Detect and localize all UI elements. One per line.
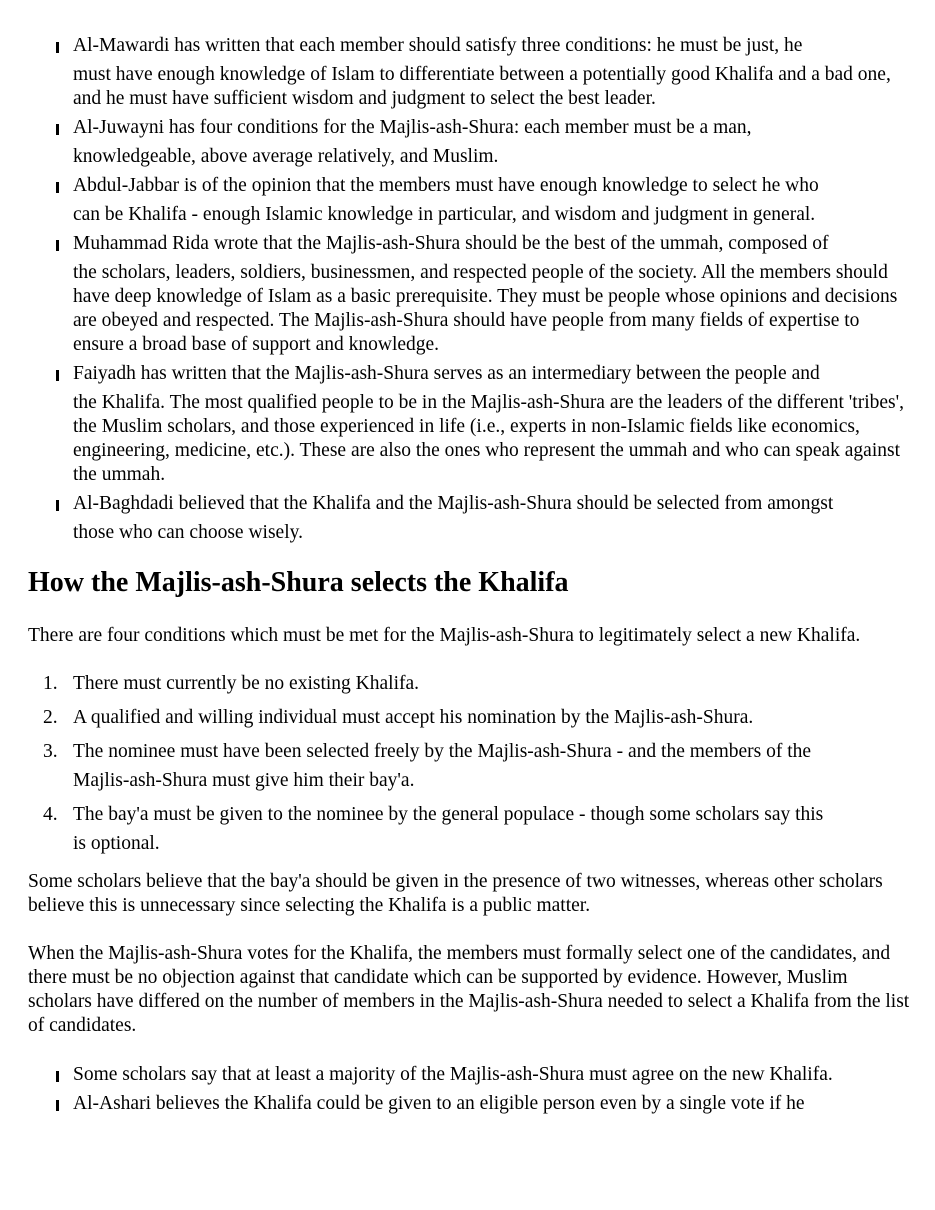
numbered-item-text: There must currently be no existing Khalifa. — [73, 673, 420, 694]
list-item-text: the Khalifa. The most qualified people to be in the Majlis-ash-Shura are the leaders of the different 'tribes', the Muslim scholars, and those experienced in life (i.e., experts in non-Islamic fields like economics, engineering, medicine, etc.). These are also the ones who represent the ummah and who can speak against the ummah. — [73, 392, 904, 485]
numbered-item-continuation: is optional. — [73, 833, 160, 854]
bullet-icon — [56, 42, 59, 53]
list-item — [73, 174, 915, 227]
list-item-first-line: Al-Baghdadi believed that the Khalifa and the Majlis-ash-Shura should be selected from amongst — [73, 493, 834, 514]
list-item-first-line: Some scholars say that at least a majority of the Majlis-ash-Shura must agree on the new Khalifa. — [73, 1064, 833, 1085]
voting-paragraph: When the Majlis-ash-Shura votes for the Khalifa, the members must formally select one of the candidates, and there must be no objection against that candidate which can be supported by evidence. However, Muslim scholars have differed on the number of members in the Majlis-ash-Shura needed to select a Khalifa from the list of candidates. — [28, 943, 910, 1036]
list-item — [73, 116, 915, 169]
numbered-item-continuation: Majlis-ash-Shura must give him their bay'a. — [73, 770, 415, 791]
list-item-first-line: Al-Ashari believes the Khalifa could be given to an eligible person even by a single vote if he — [73, 1093, 805, 1114]
bullet-icon — [56, 240, 59, 251]
selection-conditions-list — [0, 672, 935, 856]
list-item-first-line: Abdul-Jabbar is of the opinion that the members must have enough knowledge to select he who — [73, 175, 819, 196]
list-item — [73, 362, 915, 487]
list-item-text: must have enough knowledge of Islam to differentiate between a potentially good Khalifa and a bad one, and he must have sufficient wisdom and judgment to select the best leader. — [73, 64, 891, 109]
list-item-first-line: Al-Juwayni has four conditions for the Majlis-ash-Shura: each member must be a man, — [73, 117, 752, 138]
numbered-item-text: A qualified and willing individual must accept his nomination by the Majlis-ash-Shura. — [73, 707, 754, 728]
witness-paragraph: Some scholars believe that the bay'a should be given in the presence of two witnesses, whereas other scholars believe this is unnecessary since selecting the Khalifa is a public matter. — [28, 871, 883, 916]
list-item — [73, 34, 915, 111]
bullet-icon — [56, 370, 59, 381]
item-number: 2. — [43, 707, 58, 728]
bullet-icon — [56, 1071, 59, 1082]
item-number: 4. — [43, 804, 58, 825]
list-item — [73, 1092, 915, 1116]
list-item-first-line: Muhammad Rida wrote that the Majlis-ash-Shura should be the best of the ummah, composed of — [73, 233, 829, 254]
numbered-item — [43, 672, 915, 696]
bullet-icon — [56, 500, 59, 511]
item-number: 1. — [43, 673, 58, 694]
section-heading: How the Majlis-ash-Shura selects the Khalifa — [28, 567, 569, 598]
list-item-first-line: Al-Mawardi has written that each member should satisfy three conditions: he must be just, he — [73, 35, 803, 56]
member-conditions-list — [0, 0, 935, 545]
list-item-first-line: Faiyadh has written that the Majlis-ash-Shura serves as an intermediary between the people and — [73, 363, 820, 384]
numbered-item — [43, 803, 915, 856]
list-item — [73, 1063, 915, 1087]
bullet-icon — [56, 182, 59, 193]
list-item-text: can be Khalifa - enough Islamic knowledge in particular, and wisdom and judgment in general. — [73, 204, 816, 225]
numbered-item-text: The bay'a must be given to the nominee by the general populace - though some scholars say this — [73, 804, 824, 825]
numbered-item-text: The nominee must have been selected freely by the Majlis-ash-Shura - and the members of the — [73, 741, 812, 762]
voting-opinions-list — [0, 1063, 935, 1116]
list-item-text: the scholars, leaders, soldiers, businessmen, and respected people of the society. All the members should have deep knowledge of Islam as a basic prerequisite. They must be people whose opinions and decisions are obeyed and respected. The Majlis-ash-Shura should have people from many fields of expertise to ensure a broad base of support and knowledge. — [73, 262, 898, 355]
list-item — [73, 492, 915, 545]
numbered-item — [43, 740, 915, 793]
list-item-text: those who can choose wisely. — [73, 522, 303, 543]
numbered-item — [43, 706, 915, 730]
intro-paragraph: There are four conditions which must be met for the Majlis-ash-Shura to legitimately select a new Khalifa. — [28, 625, 861, 646]
bullet-icon — [56, 1100, 59, 1111]
item-number: 3. — [43, 741, 58, 762]
bullet-icon — [56, 124, 59, 135]
list-item — [73, 232, 915, 357]
list-item-text: knowledgeable, above average relatively, and Muslim. — [73, 146, 499, 167]
